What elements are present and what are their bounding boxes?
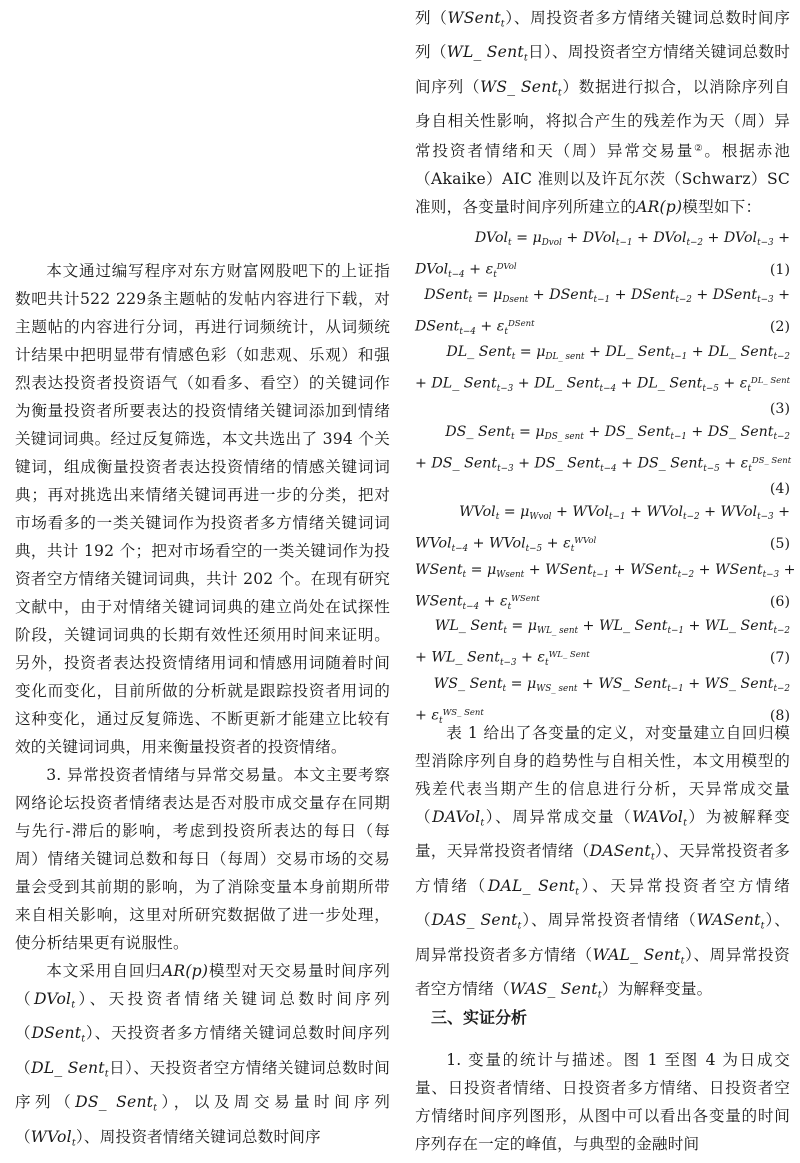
left-text-block [15,257,390,1157]
equation-number: (7) [769,649,790,666]
equation-number: (3) [769,400,790,417]
equation-1: DVol$_t$ = $\mu_{Dvol}$ + DVol$_{t-1}$ + DVol$_{t-2}$ + DVol$_{t-3}$ + DVol$_{t-4}$ + $\varepsilon_t^{DVol}$ (1) [415,230,790,280]
equation-8: WS_ Sent$_t$ = $\mu_{WS\_ sent}$ + WS_ Sent$_{t-1}$ + WS_ Sent$_{t-2}$ + $\varepsilon_t^{WS\_ Sent}$ (8) [415,676,790,726]
equation-6: WSent$_t$ = $\mu_{Wsent}$ + WSent$_{t-1}$ + WSent$_{t-2}$ + WSent$_{t-3}$ + WSent$_{t-4}$ + $\varepsilon_t^{WSent}$ (6) [415,562,796,612]
right-column [415,0,796,1163]
equation-number: (1) [769,261,790,278]
equation-4: DS_ Sent$_t$ = $\mu_{DS\_ sent}$ + DS_ Sent$_{t-1}$ + DS_ Sent$_{t-2}$ + DS_ Sent$_{t-3}$ + DS_ Sent$_{t-4}$ + DS_ Sent$_{t-5}$ + $\varepsilon_t^{DS\_ Sent}$ (4) [415,424,792,497]
paragraph-variable-definitions: 表 1 给出了各变量的定义，对变量建立自回归模型消除序列自身的趋势性与自相关性，本文用模型的残差代表当期产生的信息进行分析，天异常成交量（DAVol$_t$）、周异常成交量（WAVol$_t$）为被解释变量，天异常投资者情绪（DASent$_t$）、天异常投资者多方情绪（DAL_ Sent$_t$）、天异常投资者空方情绪（DAS_ Sent$_t$）、周异常投资者情绪（WASent$_t$）、周异常投资者多方情绪（WAL_ Sent$_t$）、周异常投资者空方情绪（WAS_ Sent$_t$）为解释变量。 [415,724,790,1001]
paragraph-statistics: 1. 变量的统计与描述。图 1 至图 4 为日成交量、日投资者情绪、日投资者多方情绪、日投资者空方情绪时间序列图形，从图中可以看出各变量的时间序列存在一定的峰值，与典型的金融时间 [415,1051,790,1153]
paragraph-ar-model-continued: 列（WSent$_t$）、周投资者多方情绪关键词总数时间序列（WL_ Sent$_t$日）、周投资者空方情绪关键词总数时间序列（WS_ Sent$_t$）数据进行拟合，以消除序列自身自相关性影响，将拟合产生的残差作为天（周）异常投资者情绪和天（周）异常交易量②。根据赤池（Akaike）AIC 准则以及许瓦尔茨（Schwarz）SC 准则，各变量时间序列所建立的AR(p)模型如下： [415,9,790,217]
equation-5: WVol$_t$ = $\mu_{Wvol}$ + WVol$_{t-1}$ + WVol$_{t-2}$ + WVol$_{t-3}$ + WVol$_{t-4}$ + WVol$_{t-5}$ + $\varepsilon_t^{WVol}$ (5) [415,504,790,554]
equation-number: (4) [769,480,790,497]
left-column [15,0,390,1163]
equation-3: DL_ Sent$_t$ = $\mu_{DL\_ sent}$ + DL_ Sent$_{t-1}$ + DL_ Sent$_{t-2}$ + DL_ Sent$_{t-3}$ + DL_ Sent$_{t-4}$ + DL_ Sent$_{t-5}$ + $\varepsilon_t^{DL\_ Sent}$ (3) [415,344,791,417]
paragraph-abnormal-sentiment: 3. 异常投资者情绪与异常交易量。本文主要考察网络论坛投资者情绪表达是否对股市成交量存在同期与先行-滞后的影响，考虑到投资所表达的每日（每周）情绪关键词总数和每日（每周）交易市场的交易量会受到其前期的影响，为了消除变量本身前期所带来自相关影响，这里对所研究数据做了进一步处理，使分析结果更有说服性。 [15,766,390,952]
equation-number: (8) [769,707,790,724]
section-heading: 三、实证分析 [431,1008,528,1027]
equation-number: (5) [769,535,790,552]
equation-7: WL_ Sent$_t$ = $\mu_{WL\_ sent}$ + WL_ Sent$_{t-1}$ + WL_ Sent$_{t-2}$ + WL_ Sent$_{t-3}$ + $\varepsilon_t^{WL\_ Sent}$ (7) [415,618,790,668]
equation-2: DSent$_t$ = $\mu_{Dsent}$ + DSent$_{t-1}$ + DSent$_{t-2}$ + DSent$_{t-3}$ + DSent$_{t-4}$ + $\varepsilon_t^{DSent}$ (2) [415,287,790,337]
equation-number: (6) [769,593,790,610]
footnote-marker: ② [694,143,705,155]
paragraph-keyword-dictionary: 本文通过编写程序对东方财富网股吧下的上证指数吧共计522 229条主题帖的发帖内容进行下载，对主题帖的内容进行分词，再进行词频统计，从词频统计结果中把明显带有情感色彩（如悲观、乐观）和强烈表达投资者投资语气（如看多、看空）的关键词作为衡量投资者所要表达的投资情绪关键词添加到情绪关键词词典。经过反复筛选，本文共选出了 394 个关键词，组成衡量投资者表达投资情绪的情感关键词词典；再对挑选出来情绪关键词再进一步的分类，把对市场看多的一类关键词作为投资者多方情绪关键词词典，共计 192 个；把对市场看空的一类关键词作为投资者空方情绪关键词词典，共计 202 个。在现有研究文献中，由于对情绪关键词词典的建立尚处在试探性阶段，关键词词典的长期有效性还须用时间来证明。另外，投资者表达投资情绪用词和情感用词随着时间变化而变化，目前所做的分析就是跟踪投资者用词的这种变化，通过反复筛选、不断更新才能建立比较有效的关键词词典，用来衡量投资者的投资情绪。 [15,262,390,756]
paragraph-ar-model-intro: 本文采用自回归AR(p)模型对天交易量时间序列（DVol$_t$）、天投资者情绪关键词总数时间序列（DSent$_t$）、天投资者多方情绪关键词总数时间序列（DL_ Sent$_t$日）、天投资者空方情绪关键词总数时间序列（DS_ Sent$_t$），以及周交易量时间序列（WVol$_t$）、周投资者情绪关键词总数时间序 [15,962,391,1148]
equation-number: (2) [769,318,790,335]
